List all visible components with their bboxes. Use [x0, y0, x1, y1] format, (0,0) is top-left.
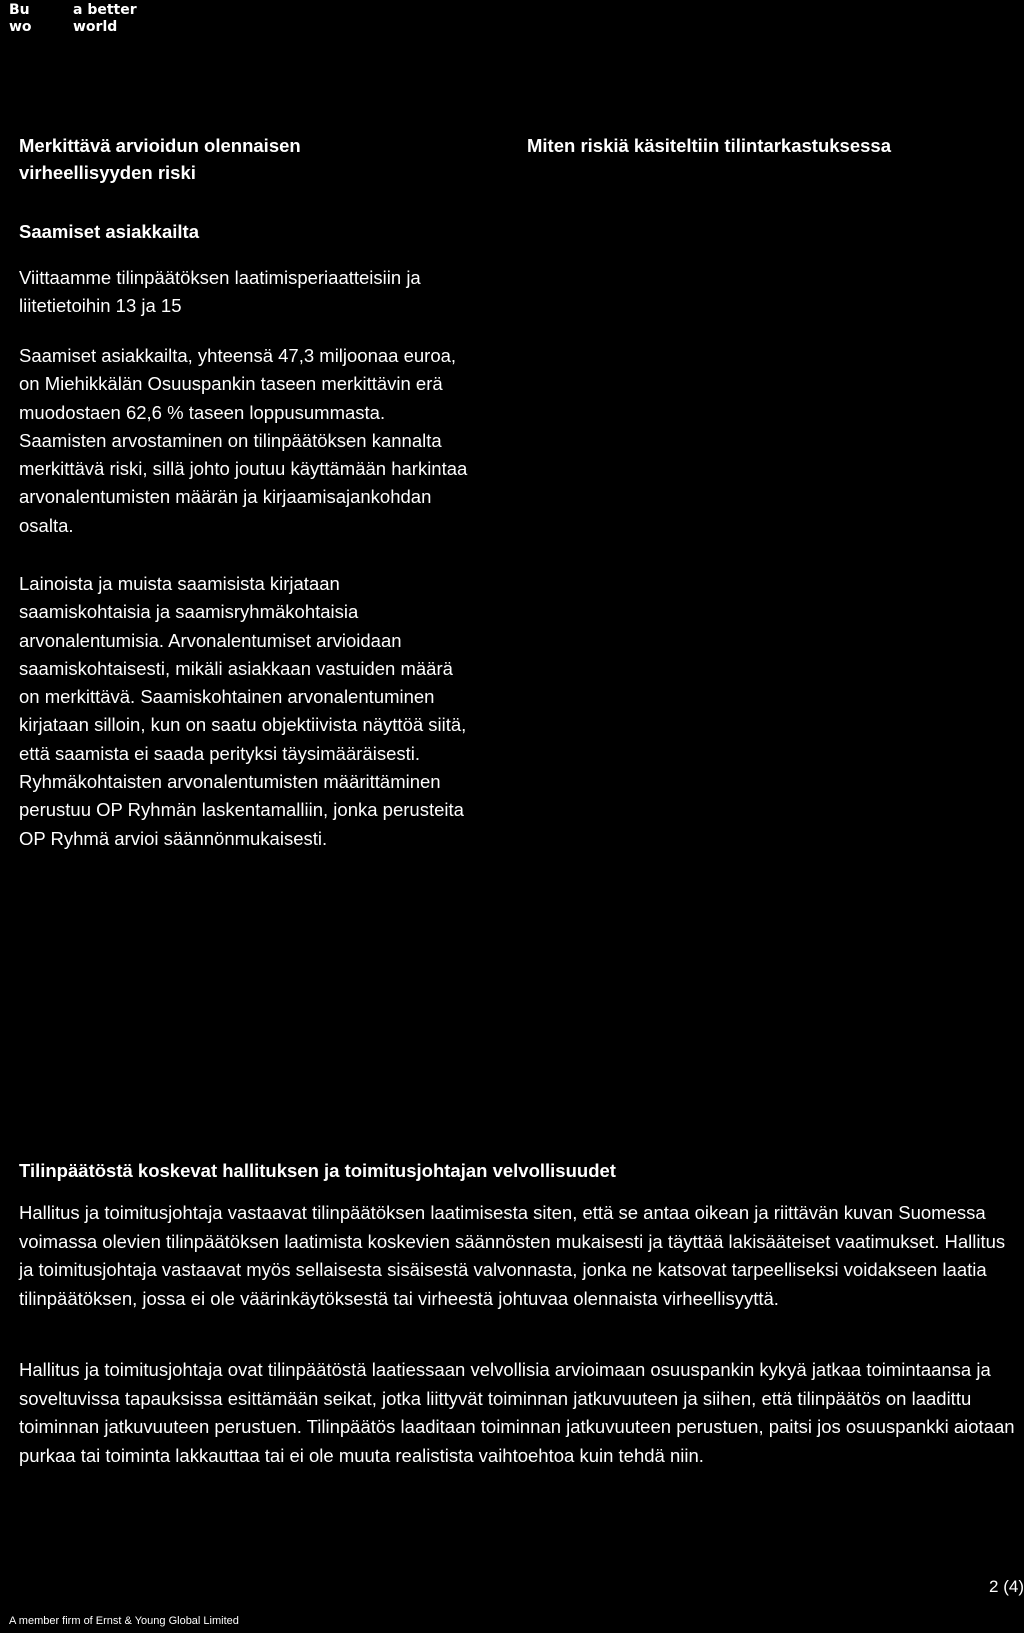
audit-column-header: Miten riskiä käsiteltiin tilintarkastuksessa	[527, 135, 891, 156]
logo-line1-right: a better	[73, 2, 137, 18]
responsibilities-title: Tilinpäätöstä koskevat hallituksen ja toimitusjohtajan velvollisuudet	[19, 1160, 616, 1181]
receivables-title: Saamiset asiakkailta	[19, 221, 199, 242]
logo-line1-left: Bu	[9, 2, 30, 18]
footer-text: A member firm of Ernst & Young Global Limited	[9, 1615, 239, 1627]
page-number: 2 (4)	[989, 1577, 1024, 1596]
risk-column-header: Merkittävä arvioidun olennaisen virheellisyyden riski	[19, 135, 301, 183]
receivables-reference-paragraph: Viittaamme tilinpäätöksen laatimisperiaatteisiin ja liitetietoihin 13 ja 15	[19, 267, 421, 317]
responsibilities-paragraph-1: Hallitus ja toimitusjohtaja vastaavat tilinpäätöksen laatimisesta siten, että se antaa oikean ja riittävän kuvan Suomessa voimassa olevien tilinpäätöksen laatimista koskevien säännösten mukaisesti ja täyttää lakisääteiset vaatimukset. Hallitus ja toimitusjohtaja vastaavat myös sellaisesta sisäisestä valvonnasta, jonka ne katsovat tarpeelliseksi voidakseen laatia tilinpäätöksen, jossa ei ole väärinkäytöksestä tai virheestä johtuvaa olennaista virheellisyyttä.	[19, 1202, 1006, 1309]
responsibilities-paragraph-2: Hallitus ja toimitusjohtaja ovat tilinpäätöstä laatiessaan velvollisia arvioimaan osuuspankin kykyä jatkaa toimintaansa ja soveltuvissa tapauksissa esittämään seikat, jotka liittyvät toiminnan jatkuvuuteen ja siihen, että tilinpäätös on laadittu toiminnan jatkuvuuteen perustuen. Tilinpäätös laaditaan toiminnan jatkuvuuteen perustuen, paitsi jos osuuspankki aiotaan purkaa tai toiminta lakkauttaa tai ei ole muuta realistista vaihtoehtoa kuin tehdä niin.	[19, 1359, 1015, 1466]
receivables-impairment-paragraph: Lainoista ja muista saamisista kirjataan saamiskohtaisia ja saamisryhmäkohtaisia arvonalentumisia. Arvonalentumiset arvioidaan saamiskohtaisesti, mikäli asiakkaan vastuiden määrä on merkittävä. Saamiskohtainen arvonalentuminen kirjataan silloin, kun on saatu objektiivista näyttöä siitä, että saamista ei saada perityksi täysimääräisesti. Ryhmäkohtaisten arvonalentumisten määrittäminen perustuu OP Ryhmän laskentamalliin, jonka perusteita OP Ryhmä arvioi säännönmukaisesti.	[19, 573, 467, 849]
receivables-risk-paragraph: Saamiset asiakkailta, yhteensä 47,3 miljoonaa euroa, on Miehikkälän Osuuspankin taseen merkittävin erä muodostaen 62,6 % taseen loppusummasta. Saamisten arvostaminen on tilinpäätöksen kannalta merkittävä riski, sillä johto joutuu käyttämään harkintaa arvonalentumisten määrän ja kirjaamisajankohdan osalta.	[19, 345, 468, 536]
logo-line2-left: wo	[9, 19, 32, 35]
ey-logo-tagline	[9, 2, 137, 36]
logo-line2-right: world	[73, 19, 118, 35]
